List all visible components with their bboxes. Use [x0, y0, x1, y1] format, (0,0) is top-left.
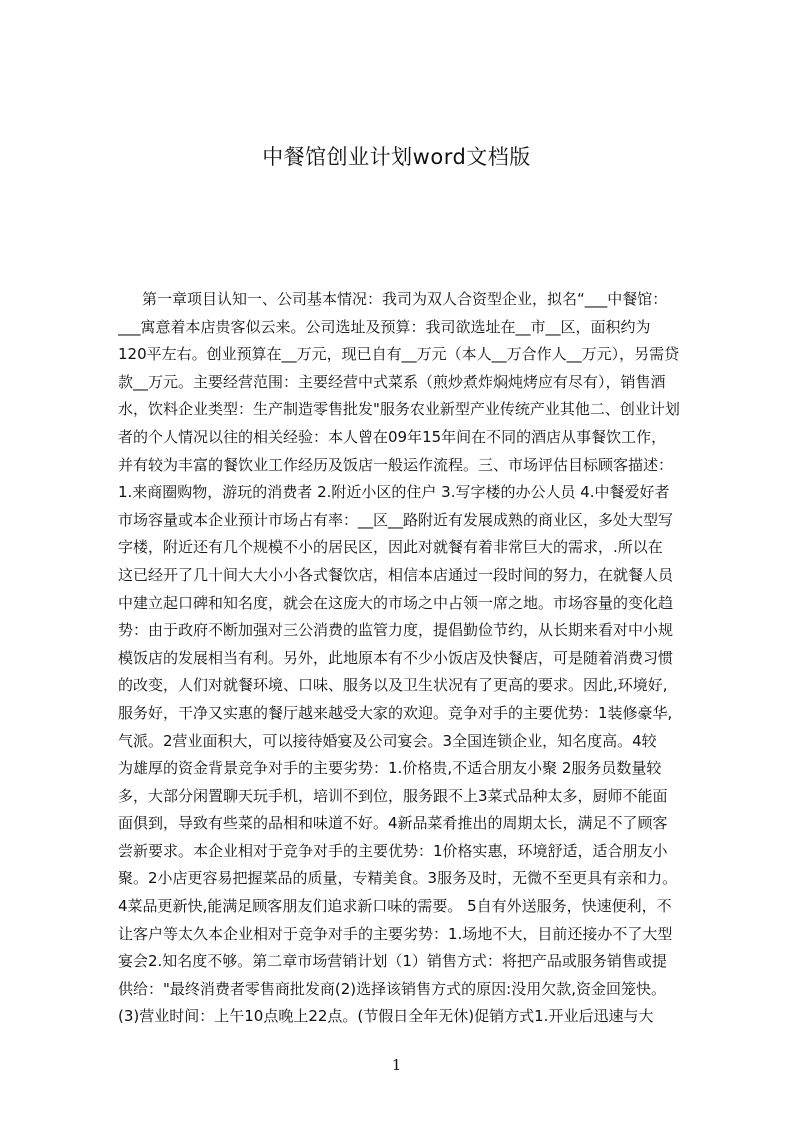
- body-line: 中建立起口碑和知名度，就会在这庞大的市场之中占领一席之地。市场容量的变化趋: [118, 593, 674, 612]
- body-line: 服务好，干净又实惠的餐厅越来越受大家的欢迎。竞争对手的主要优势：1装修豪华,: [118, 703, 673, 722]
- body-line: 供给："最终消费者零售商批发商(2)选择该销售方式的原因:没用欠款,资金回笼快。: [118, 979, 666, 998]
- page-number: 1: [391, 1056, 402, 1074]
- body-line: 120平左右。创业预算在__万元，现已自有__万元（本人__万合作人__万元），另需贷: [118, 345, 680, 364]
- body-line: 水，饮料企业类型：生产制造零售批发"服务农业新型产业传统产业其他二、创业计划: [118, 400, 680, 419]
- body-line: (3)营业时间：上午10点晚上22点。(节假日全年无休)促销方式1.开业后迅速与大: [118, 1007, 654, 1026]
- body-line: 1.来商圈购物，游玩的消费者 2.附近小区的住户 3.写字楼的办公人员 4.中餐爱好者: [118, 483, 670, 502]
- body-line: 市场容量或本企业预计市场占有率：__区__路附近有发展成熟的商业区，多处大型写: [118, 510, 674, 529]
- body-line: 面俱到，导致有些菜的品相和味道不好。4新品菜肴推出的周期太长，满足不了顾客: [118, 814, 668, 833]
- body-line: ___寓意着本店贵客似云来。公司选址及预算：我司欲选址在__市__区，面积约为: [118, 317, 651, 336]
- body-line: 宴会2.知名度不够。第二章市场营销计划（1）销售方式：将把产品或服务销售或提: [118, 952, 667, 971]
- document-title: 中餐馆创业计划word文档版: [262, 145, 531, 169]
- body-line: 字楼，附近还有几个规模不小的居民区，因此对就餐有着非常巨大的需求，.所以在: [118, 538, 663, 557]
- body-line: 多，大部分闲置聊天玩手机，培训不到位，服务跟不上3菜式品种太多，厨师不能面: [118, 786, 668, 805]
- body-line: 者的个人情况以往的相关经验：本人曾在09年15年间在不同的酒店从事餐饮工作，: [118, 427, 667, 446]
- body-line: 第一章项目认知一、公司基本情况：我司为双人合资型企业，拟名“___中餐馆：: [142, 290, 668, 308]
- document-body: [118, 286, 698, 1031]
- body-line: 的改变，人们对就餐环境、口味、服务以及卫生状况有了更高的要求。因此,环境好,: [118, 676, 668, 695]
- body-line: 让客户等太久本企业相对于竞争对手的主要劣势：1.场地不大，目前还接办不了大型: [118, 924, 673, 943]
- body-line: 并有较为丰富的餐饮业工作经历及饭店一般运作流程。三、市场评估目标顾客描述：: [118, 455, 674, 474]
- body-line: 模饭店的发展相当有利。另外，此地原本有不少小饭店及快餐店，可是随着消费习惯: [118, 648, 674, 667]
- body-line: 款__万元。主要经营范围：主要经营中式菜系（煎炒煮炸焖炖烤应有尽有），销售酒: [118, 372, 666, 391]
- body-line: 聚。2小店更容易把握菜品的质量，专精美食。3服务及时，无微不至更具有亲和力。: [118, 869, 678, 888]
- body-line: 尝新要求。本企业相对于竞争对手的主要优势：1价格实惠，环境舒适，适合朋友小: [118, 841, 668, 860]
- body-line: 4菜品更新快,能满足顾客朋友们追求新口味的需要。 5自有外送服务，快速便利，不: [118, 897, 672, 916]
- body-line: 气派。2营业面积大，可以接待婚宴及公司宴会。3全国连锁企业，知名度高。4较: [118, 731, 657, 750]
- body-line: 势：由于政府不断加强对三公消费的监管力度，提倡勤俭节约，从长期来看对中小规: [118, 621, 674, 640]
- body-line: 为雄厚的资金背景竞争对手的主要劣势：1.价格贵,不适合朋友小聚 2服务员数量较: [118, 759, 662, 778]
- body-line: 这已经开了几十间大大小小各式餐饮店，相信本店通过一段时间的努力，在就餐人员: [118, 565, 674, 584]
